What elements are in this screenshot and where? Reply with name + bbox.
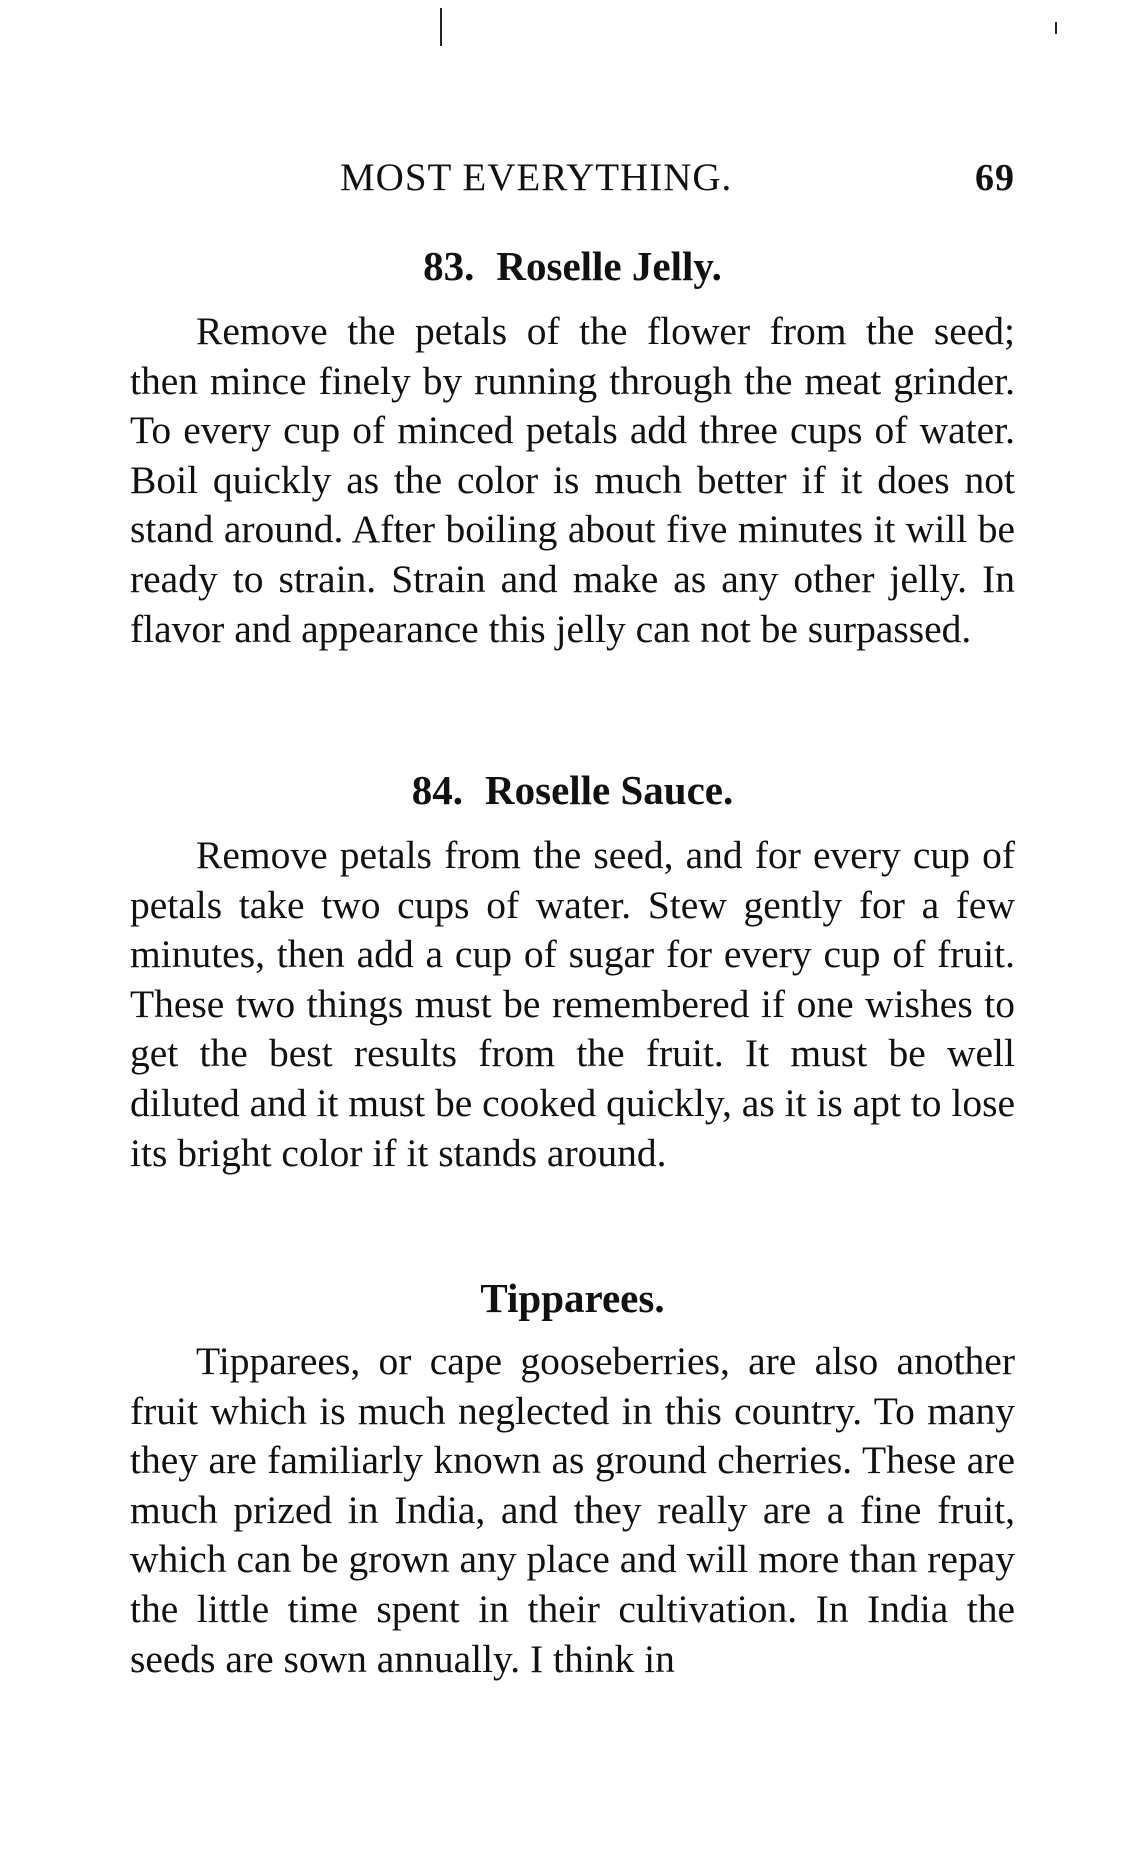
scan-mark (1055, 22, 1057, 34)
scan-mark (440, 8, 442, 46)
page-number: 69 (975, 157, 1015, 199)
section-body (130, 1337, 1015, 1684)
section-heading (130, 1270, 1015, 1326)
section-title: Tipparees. (480, 1275, 665, 1321)
paragraph: Tipparees, or cape gooseberries, are also another fruit which is much neglected in this country. To many they are familiarly known as ground cherries. These are much prized in India, and they really are a fine fruit, which can be grown any place and will more than repay the little time spent in their cultivation. In India the seeds are sown annually. I think in (130, 1339, 1015, 1681)
recipe-body (130, 307, 1015, 654)
recipe-heading (130, 238, 1015, 294)
recipe-number: 84. (411, 767, 463, 813)
recipe-title: Roselle Jelly. (496, 243, 722, 289)
recipe-body (130, 831, 1015, 1178)
recipe-heading (130, 762, 1015, 818)
paragraph: Remove the petals of the flower from the seed; then mince finely by running through the meat grinder. To every cup of minced petals add three cups of water. Boil quickly as the color is much better if it does not stand around. After boiling about five minutes it will be ready to strain. Strain and make as any other jelly. In flavor and appearance this jelly can not be surpassed. (130, 309, 1015, 651)
recipe-title: Roselle Sauce. (485, 767, 734, 813)
running-head (130, 150, 1015, 206)
recipe-number: 83. (423, 243, 475, 289)
running-title: MOST EVERYTHING. (340, 156, 733, 199)
paragraph: Remove petals from the seed, and for every cup of petals take two cups of water. Stew gently for a few minutes, then add a cup of sugar for every cup of fruit. These two things must be remembered if one wishes to get the best results from the fruit. It must be well diluted and it must be cooked quickly, as it is apt to lose its bright color if it stands around. (130, 833, 1015, 1175)
